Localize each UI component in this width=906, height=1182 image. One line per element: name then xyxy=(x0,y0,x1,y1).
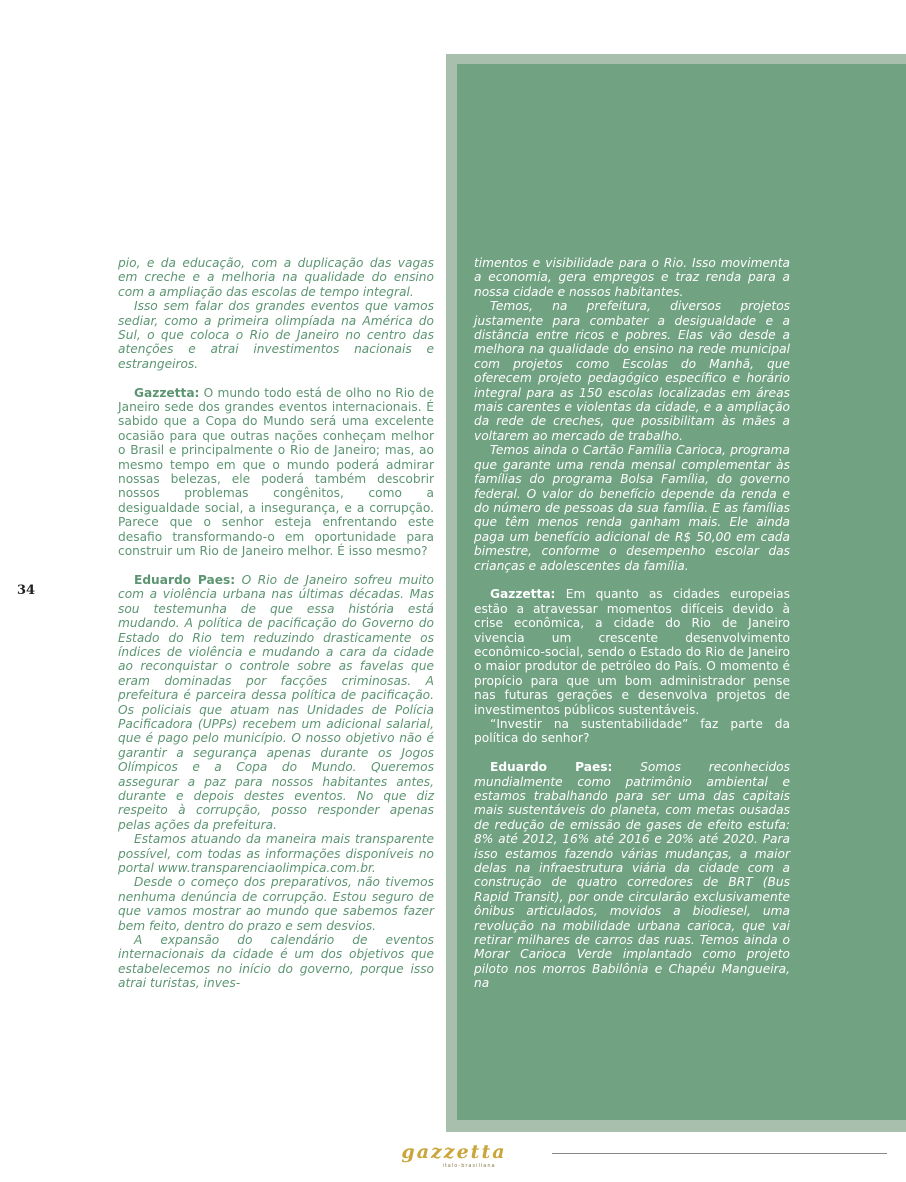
speaker-label: Gazzetta: xyxy=(490,587,556,602)
question-paragraph xyxy=(118,386,434,559)
paragraph: timentos e visibilidade para o Rio. Isso movimenta a economia, gera empregos e traz renda para a nossa cidade e nossos habitantes. xyxy=(474,256,790,299)
paragraph: Desde o começo dos preparativos, não tivemos nenhuma denúncia de corrupção. Estou seguro de que vamos mostrar ao mundo que sabemos fazer bem feito, dentro do prazo e sem desvios. xyxy=(118,875,434,933)
gazzetta-logo xyxy=(396,1141,512,1173)
left-text-column xyxy=(118,256,434,991)
answer-text: O Rio de Janeiro sofreu muito com a violência urbana nas últimas décadas. Mas sou testemunha de que essa história está mudando. A política de pacificação do Governo do Estado do Rio tem reduzindo drasticamente os índices de violência e mudando a cara da cidade ao reconquistar o controle sobre as favelas que eram dominadas por facções criminosas. A prefeitura é parceira dessa política de pacificação. Os policiais que atuam nas Unidades de Polícia Pacificadora (UPPs) recebem um adicional salarial, que é pago pelo município. O nosso objetivo não é garantir a segurança apenas durante os Jogos Olímpicos e a Copa do Mundo. Queremos assegurar a paz para nossos habitantes antes, durante e depois destes eventos. No que diz respeito à corrupção, posso responder apenas pelas ações da prefeitura. xyxy=(118,572,435,832)
question-text: O mundo todo está de olho no Rio de Janeiro sede dos grandes eventos internacionais. É sabido que a Copa do Mundo será uma excelente ocasião para que outras nações conheçam melhor o Brasil e principalmente o Rio de Janeiro; mas, ao mesmo tempo em que o mundo poderá admirar nossas belezas, ele poderá também descobrir nossos problemas congênitos, como a desigualdade social, a insegurança, e a corrupção. Parece que o senhor esteja enfrentando este desafio transformando-o em oportunidade para construir um Rio de Janeiro melhor. É isso mesmo? xyxy=(118,385,434,559)
logo-wordmark: gazzetta xyxy=(401,1141,507,1163)
question-paragraph: “Investir na sustentabilidade” faz parte da política do senhor? xyxy=(474,716,790,746)
speaker-label: Eduardo Paes: xyxy=(134,572,236,587)
question-text: Em quanto as cidades europeias estão a atravessar momentos difíceis devido à crise econômica, a cidade do Rio de Janeiro vivencia um crescente desenvolvimento econômico-social, sendo o Estado do Rio de Janeiro o maior produtor de petróleo do País. O momento é propício para que um bom administrador pense nas futuras gerações e desenvolva projetos de investimentos públicos sustentáveis. xyxy=(474,587,790,717)
answer-paragraph xyxy=(474,760,790,991)
page-number: 34 xyxy=(17,583,36,598)
answer-text: Somos reconhecidos mundialmente como patrimônio ambiental e estamos trabalhando para ser uma das capitais mais sustentáveis do planeta, com metas ousadas de redução de emissão de gases de efeito estufa: 8% até 2012, 16% até 2016 e 20% até 2020. Para isso estamos fazendo várias mudanças, a maior delas na infraestrutura viária da cidade com a construção de quatro corredores de BRT (Bus Rapid Transit), por onde circularão exclusivamente ônibus articulados, movidos a biodiesel, uma revolução na mobilidade urbana carioca, que vai retirar milhares de carros das ruas. Temos ainda o Morar Carioca Verde implantado como projeto piloto nos morros Babilônia e Chapéu Mangueira, na xyxy=(474,760,790,991)
footer-divider xyxy=(552,1153,887,1154)
speaker-label: Gazzetta: xyxy=(134,385,200,400)
paragraph: Temos ainda o Cartão Família Carioca, programa que garante uma renda mensal complementar às famílias do programa Bolsa Família, do governo federal. O valor do benefício depende da renda e do número de pessoas da sua família. E as famílias que têm menos renda ganham mais. Ele ainda paga um benefício adicional de R$ 50,00 em cada bimestre, conforme o desempenho escolar das crianças e adolescentes da família. xyxy=(474,443,790,573)
paragraph: A expansão do calendário de eventos internacionais da cidade é um dos objetivos que estabelecemos no início do governo, porque isso atrai turistas, inves- xyxy=(118,933,434,991)
paragraph: Estamos atuando da maneira mais transparente possível, com todas as informações disponíveis no portal www.transparenciaolimpica.com.br. xyxy=(118,832,434,876)
paragraph: Isso sem falar dos grandes eventos que vamos sediar, como a primeira olimpíada na América do Sul, o que coloca o Rio de Janeiro no centro das atenções e atrai investimentos nacionais e estrangeiros. xyxy=(118,299,434,371)
right-text-column xyxy=(474,256,790,991)
paragraph: Temos, na prefeitura, diversos projetos justamente para combater a desigualdade e a distância entre ricos e pobres. Elas vão desde a melhora na qualidade do ensino na rede municipal com projetos como Escolas do Manhã, que oferecem projeto pedagógico específico e horário integral para as 150 escolas localizadas em áreas mais carentes e violentas da cidade, e a ampliação da rede de creches, que possibilitam às mães a voltarem ao mercado de trabalho. xyxy=(474,299,790,443)
logo-tagline: italo-brasiliana xyxy=(442,1163,496,1169)
answer-paragraph xyxy=(118,573,434,832)
paragraph: pio, e da educação, com a duplicação das vagas em creche e a melhoria na qualidade do ensino com a ampliação das escolas de tempo integral. xyxy=(118,256,434,299)
question-paragraph xyxy=(474,587,790,717)
speaker-label: Eduardo Paes: xyxy=(490,760,613,775)
